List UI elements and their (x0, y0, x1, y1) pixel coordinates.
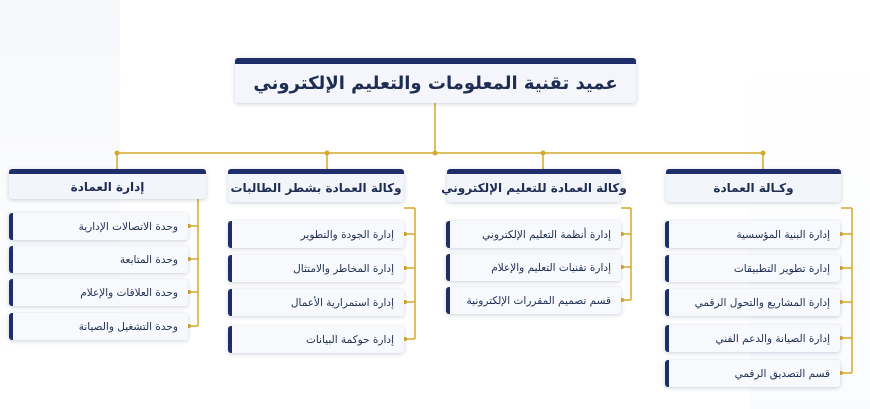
column-4-heading-box (9, 169, 206, 199)
column-1-item-2-label: إدارة تطوير التطبيقات (733, 262, 830, 275)
column-4-item-3-label: وحدة العلاقات والإعلام (80, 286, 178, 299)
column-3-item-3-label: إدارة استمرارية الأعمال (290, 296, 394, 309)
column-3-item-4 (228, 326, 404, 353)
column-2-heading-box (441, 169, 627, 202)
column-3-item-4-label: إدارة حوكمة البيانات (305, 333, 394, 346)
column-4-item-2-label: وحدة المتابعة (119, 253, 178, 266)
column-3-item-2-label: إدارة المخاطر والامتثال (293, 262, 394, 275)
column-3-item-3 (228, 289, 404, 316)
column-1-item-4-label: إدارة الصيانة والدعم الفني (715, 332, 830, 345)
column-4-item-3 (9, 279, 188, 306)
column-4-heading: إدارة العمادة (70, 179, 145, 194)
column-1-item-1 (665, 221, 840, 248)
column-1-item-5-label: قسم التصديق الرقمي (734, 367, 830, 380)
column-3-item-1-label: إدارة الجودة والتطوير (300, 228, 394, 241)
column-2-item-3 (446, 287, 621, 314)
column-4-item-4-label: وحدة التشغيل والصيانة (78, 320, 178, 333)
column-2-item-1-label: إدارة أنظمة التعليم الإلكتروني (482, 228, 611, 241)
column-2-item-3-label: قسم تصميم المقررات الإلكترونية (466, 294, 611, 307)
column-2-item-2-label: إدارة تقنيات التعليم والإعلام (491, 261, 611, 274)
dean-title-box (235, 58, 636, 103)
column-2-item-1 (446, 221, 621, 248)
column-3-heading-box (228, 169, 404, 202)
column-3-item-2 (228, 255, 404, 282)
column-1-heading-box (666, 169, 841, 202)
column-1-item-3-label: إدارة المشاريع والتحول الرقمي (694, 296, 830, 309)
column-4-item-1 (9, 213, 188, 240)
column-2-item-2 (446, 254, 621, 281)
column-4-item-1-label: وحدة الاتصالات الإدارية (78, 220, 178, 233)
column-2-heading: وكالة العمادة للتعليم الإلكتروني (441, 181, 627, 195)
column-3-heading: وكالة العمادة بشطر الطالبات (230, 181, 402, 195)
column-4-item-4 (9, 313, 188, 340)
column-1-item-3 (665, 289, 840, 316)
column-1-item-2 (665, 255, 840, 282)
dean-title: عميد تقنية المعلومات والتعليم الإلكتروني (253, 73, 618, 94)
column-3-item-1 (228, 221, 404, 248)
column-1-heading: وكـالة العمادة (713, 181, 794, 195)
column-1-item-4 (665, 325, 840, 352)
column-4-item-2 (9, 246, 188, 273)
column-1-item-1-label: إدارة البنية المؤسسية (736, 228, 830, 241)
column-1-item-5 (665, 360, 840, 387)
connector-dot-bus (433, 151, 438, 156)
